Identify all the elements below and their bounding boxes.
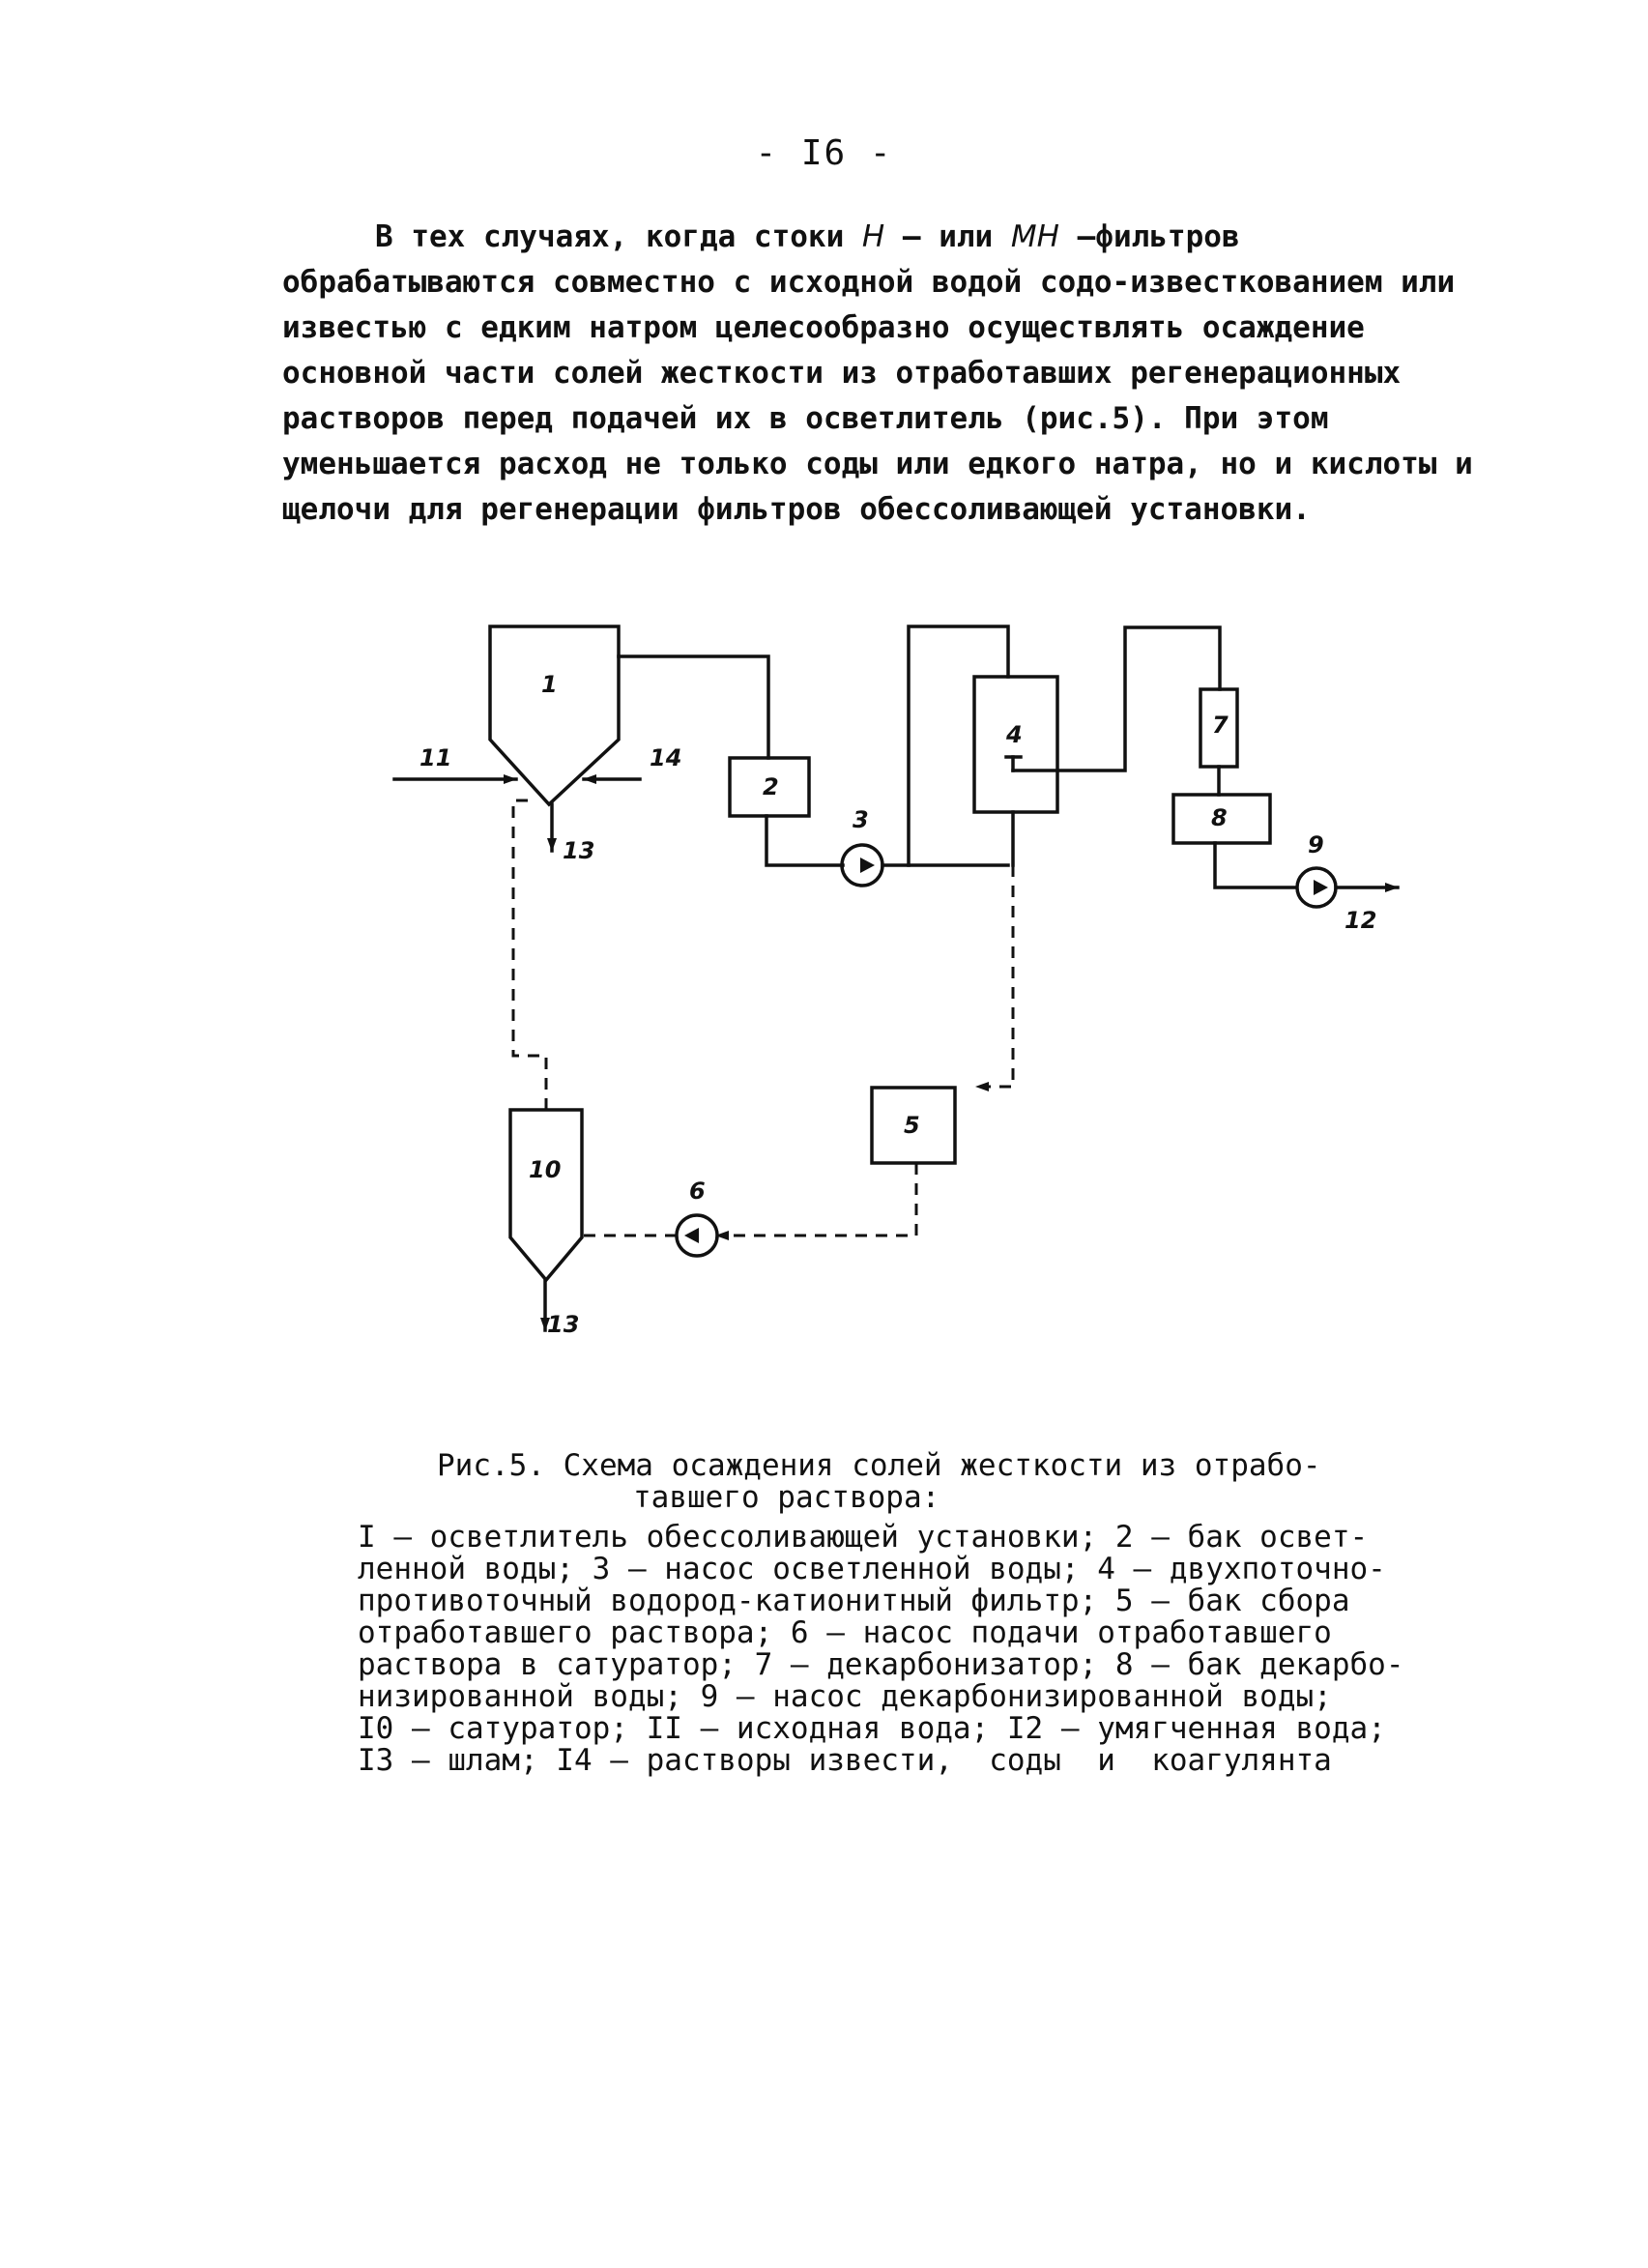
pump-6-arrow	[684, 1228, 699, 1243]
label-2: 2	[763, 773, 779, 800]
label-8: 8	[1211, 804, 1228, 831]
label-5: 5	[904, 1112, 920, 1139]
dashed-line-5-to-pump-6	[716, 1163, 916, 1236]
caption-title-line: Рис.5. Схема осаждения солей жесткости из отрабо-	[437, 1448, 1321, 1483]
paragraph-run: – или	[884, 219, 1011, 254]
pipe-8-to-pump-9	[1215, 843, 1295, 887]
label-13-clarifier: 13	[563, 837, 595, 864]
label-13-saturator: 13	[547, 1311, 580, 1338]
legend-line: раствора в сатуратор; 7 – декарбонизатор; 8 – бак декарбо-	[358, 1647, 1404, 1682]
label-12: 12	[1344, 907, 1377, 934]
dashed-line-4-to-5	[976, 865, 1013, 1087]
page-number: - I6 -	[755, 133, 893, 173]
legend-line: I0 – сатуратор; II – исходная вода; I2 – умягченная вода;	[358, 1711, 1386, 1746]
legend-line: ленной воды; 3 – насос осветленной воды; 4 – двухпоточно-	[358, 1552, 1386, 1586]
legend-line: низированной воды; 9 – насос декарбонизированной воды;	[358, 1679, 1332, 1714]
saturator-10	[510, 1110, 582, 1280]
pipe-2-to-pump-3	[766, 816, 843, 865]
pump-3-arrow	[860, 858, 875, 873]
label-9: 9	[1308, 831, 1324, 858]
legend-line: отработавшего раствора; 6 – насос подачи отработавшего	[358, 1615, 1332, 1650]
label-14: 14	[650, 744, 682, 771]
paragraph-run-italic: МН	[1010, 219, 1059, 254]
label-7: 7	[1212, 712, 1229, 739]
pipe-4-to-7	[1013, 627, 1220, 771]
figure-caption	[358, 1450, 1421, 1777]
paragraph-run: В тех случаях, когда стоки	[375, 219, 862, 254]
label-11: 11	[419, 744, 452, 771]
label-1: 1	[541, 671, 558, 698]
legend-line: I3 – шлам; I4 – растворы извести, соды и коагулянта	[358, 1743, 1332, 1778]
label-3: 3	[853, 806, 869, 833]
paragraph-run: –фильтров обрабатываются совместно с исходной водой содо-известкованием или известью с едким натром целесообразно осуществлять осаждение основной части солей жесткости из отработавших регенерационных растворов перед подачей их в осветлитель (рис.5). При этом уменьшается расход не только соды или едкого натра, но и кислоты и щелочи для регенерации фильтров обессоливающей установки.	[282, 219, 1473, 527]
legend-line: I – осветлитель обессоливающей установки; 2 – бак освет-	[358, 1520, 1369, 1555]
label-6: 6	[689, 1178, 706, 1205]
dashed-line-10-to-1	[513, 800, 546, 1110]
caption-legend	[358, 1522, 1421, 1777]
paragraph-run-italic: Н	[861, 219, 885, 254]
caption-title	[437, 1450, 1421, 1514]
pipe-riser-left	[909, 626, 1008, 865]
pipe-1-to-2	[619, 656, 768, 758]
label-10: 10	[529, 1156, 562, 1183]
pump-9-arrow	[1314, 880, 1328, 895]
caption-title-line: тавшего раствора:	[633, 1480, 940, 1515]
legend-line: противоточный водород-катионитный фильтр; 5 – бак сбора	[358, 1584, 1350, 1618]
label-4: 4	[1006, 721, 1023, 748]
